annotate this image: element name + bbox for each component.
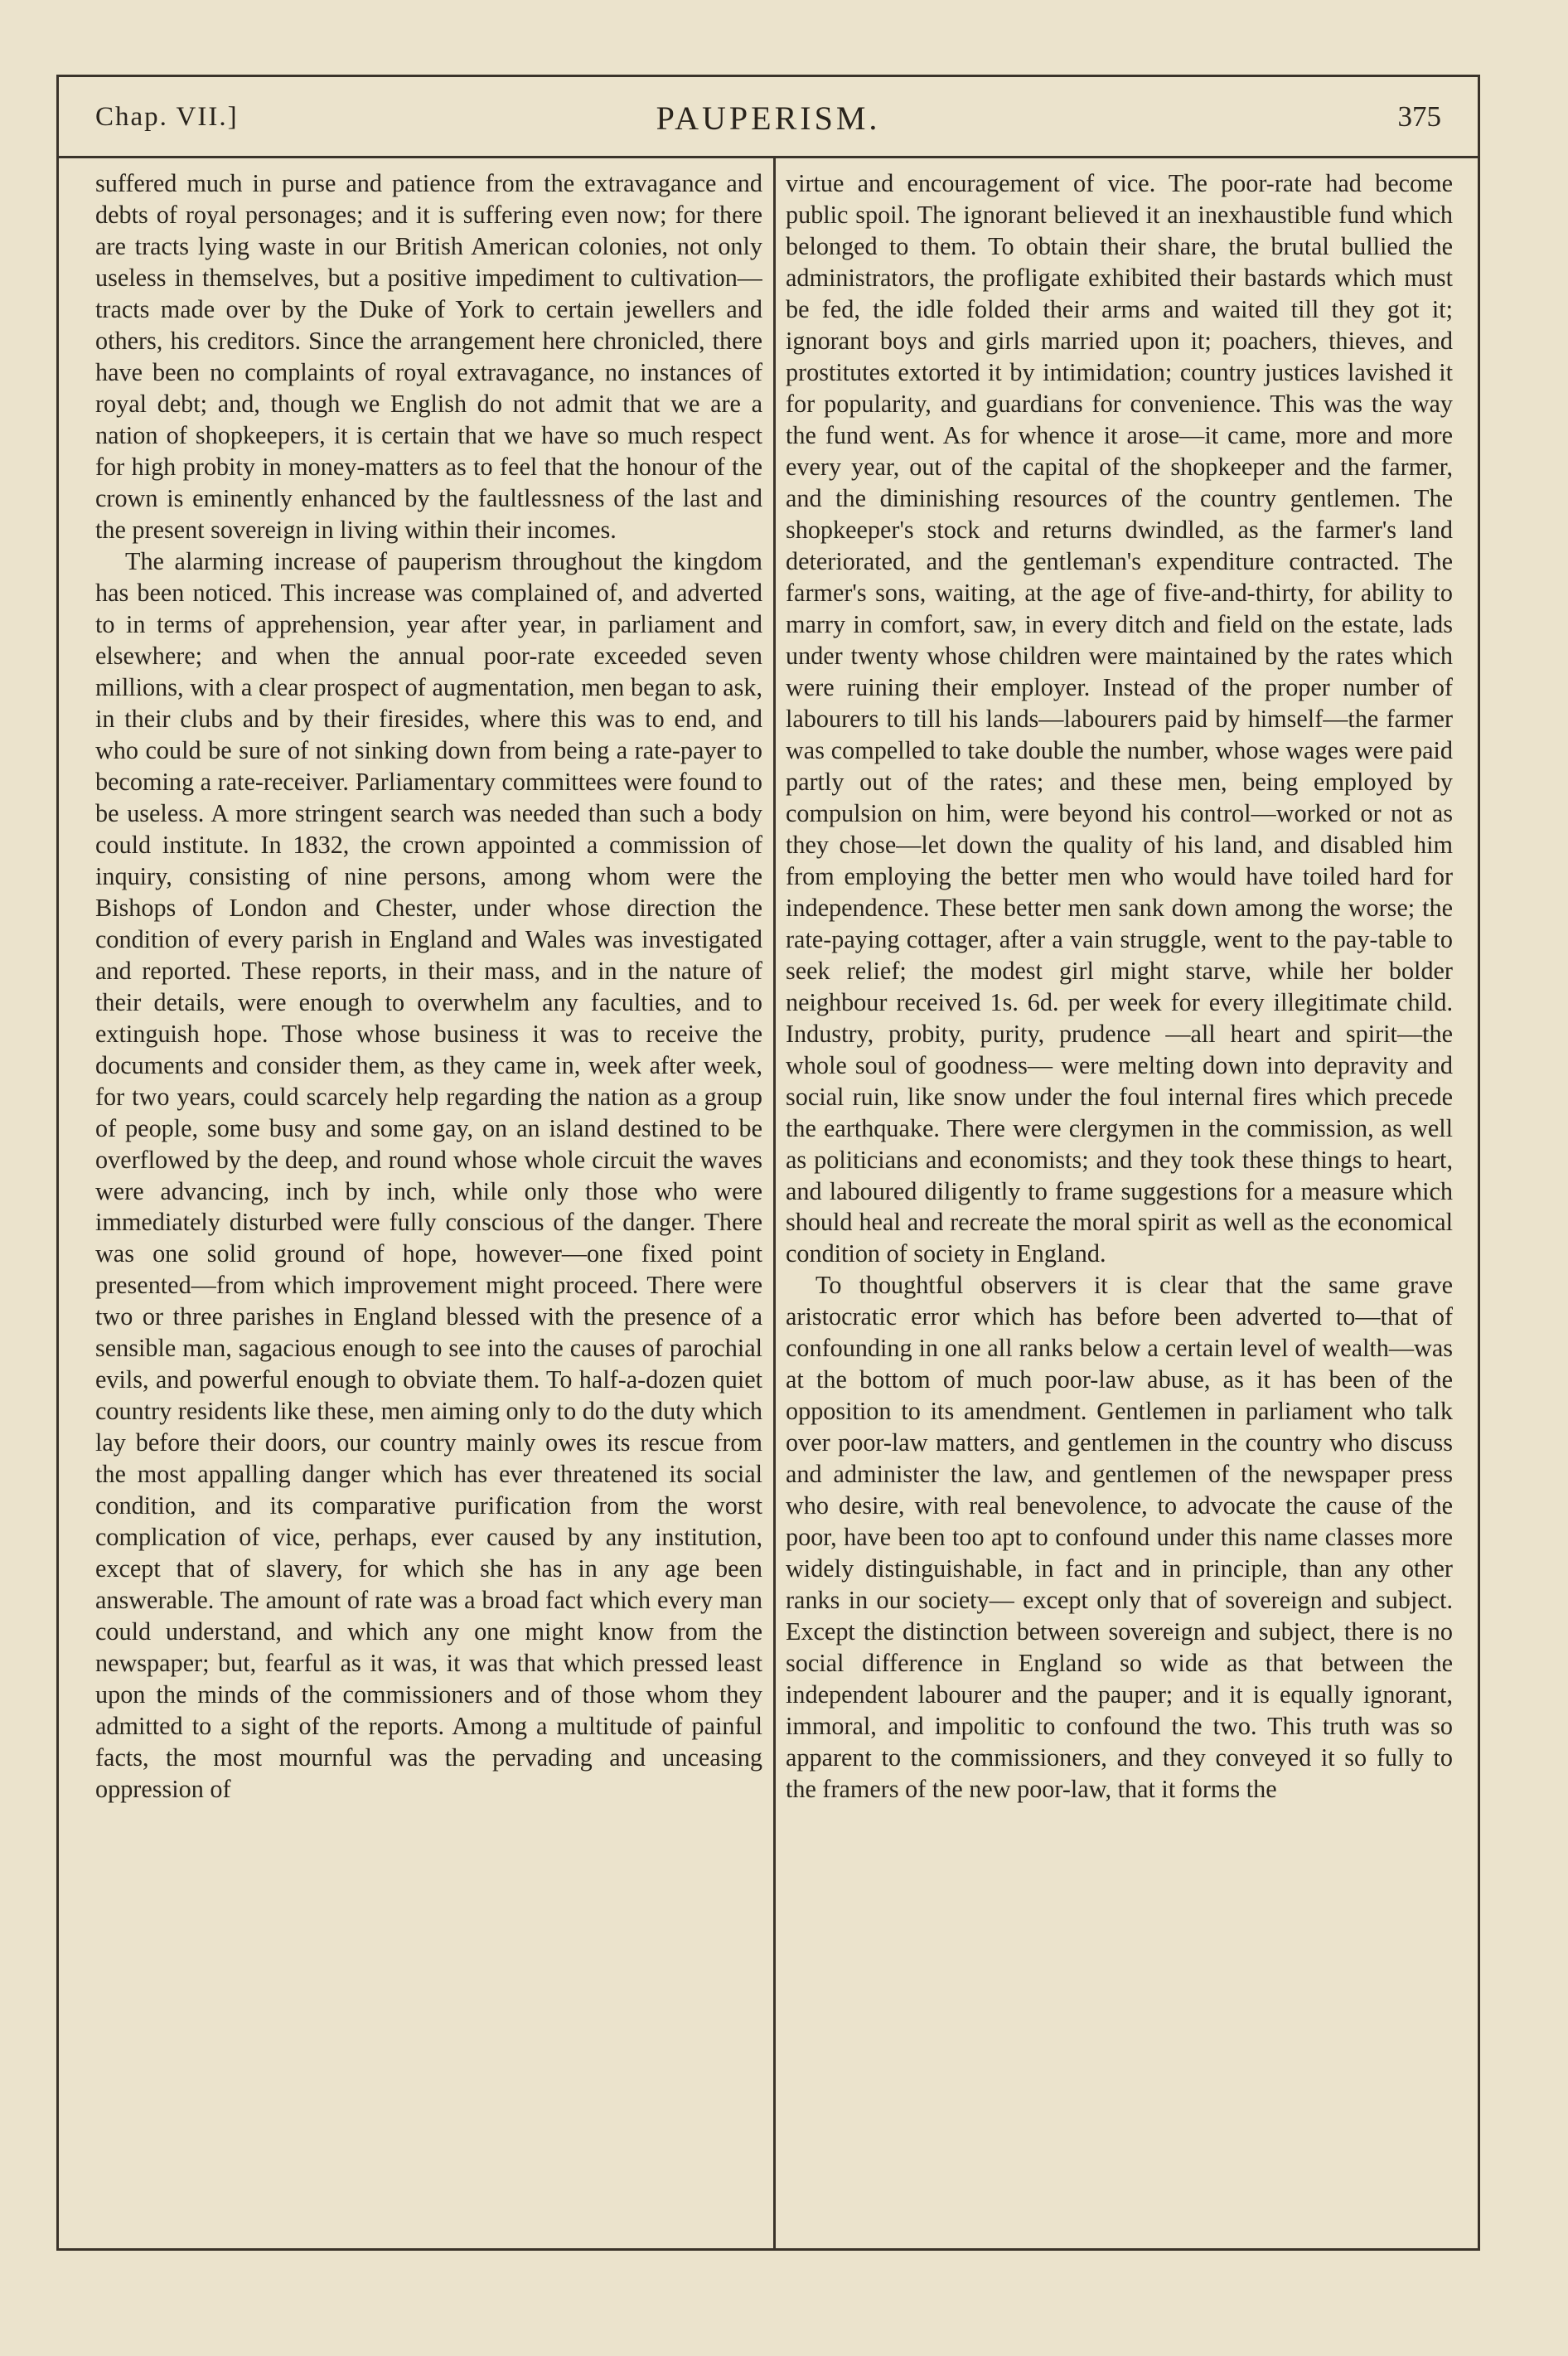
page-number: 375 [1397, 100, 1441, 133]
column-divider [773, 158, 776, 2251]
paragraph: The alarming increase of pauperism throughout the kingdom has been noticed. This increase was complained of, and adverted to in terms of apprehension, year after year, in parliament and elsewhere; and when the annual poor-rate exceeded seven millions, with a clear prospect of augmentation, men began to ask, in their clubs and by their firesides, where this was to end, and who could be sure of not sinking down from being a rate-payer to becoming a rate-receiver. Parliamentary committees were found to be useless. A more stringent search was needed than such a body could institute. In 1832, the crown appointed a commission of inquiry, consisting of nine persons, among whom were the Bishops of London and Chester, under whose direction the condition of every parish in England and Wales was investigated and reported. These reports, in their mass, and in the nature of their details, were enough to overwhelm any faculties, and to extinguish hope. Those whose business it was to receive the documents and consider them, as they came in, week after week, for two years, could scarcely help regarding the nation as a group of people, some busy and some gay, on an island destined to be overflowed by the deep, and round whose whole circuit the waves were advancing, inch by inch, while only those who were immediately disturbed were fully conscious of the danger. There was one solid ground of hope, however—one fixed point presented—from which improvement might proceed. There were two or three parishes in England blessed with the presence of a sensible man, sagacious enough to see into the causes of parochial evils, and powerful enough to obviate them. To half-a-dozen quiet country residents like these, men aiming only to do the duty which lay before their doors, our country mainly owes its rescue from the most appalling danger which has ever threatened its social condition, and its comparative purification from the worst complication of vice, perhaps, ever caused by any institution, except that of slavery, for which she has in any age been answerable. The amount of rate was a broad fact which every man could understand, and which any one might know from the newspaper; but, fearful as it was, it was that which pressed least upon the minds of the commissioners and of those whom they admitted to a sight of the reports. Among a multitude of painful facts, the most mournful was the pervading and unceasing oppression of [95, 546, 762, 1804]
page-title: PAUPERISM. [656, 99, 881, 137]
running-header [59, 77, 1478, 158]
page-frame [56, 75, 1480, 2251]
paragraph: To thoughtful observers it is clear that the same grave aristocratic error which has before been adverted to—that of confounding in one all ranks below a certain level of wealth—was at the bottom of much poor-law abuse, as it has been of the opposition to its amendment. Gentlemen in parliament who talk over poor-law matters, and gentlemen in the country who discuss and administer the law, and gentlemen of the newspaper press who desire, with real benevolence, to advocate the cause of the poor, have been too apt to confound under this name classes more widely distinguishable, in fact and in principle, than any other ranks in our society— except only that of sovereign and subject. Except the distinction between sovereign and subject, there is no social difference in England so wide as that between the independent labourer and the pauper; and it is equally ignorant, immoral, and impolitic to confound the two. This truth was so apparent to the commissioners, and they conveyed it so fully to the framers of the new poor-law, that it forms the [786, 1271, 1453, 1804]
right-column [786, 168, 1453, 2231]
paragraph: suffered much in purse and patience from the extravagance and debts of royal personages; and it is suffering even now; for there are tracts lying waste in our British American colonies, not only useless in themselves, but a positive impediment to cultivation—tracts made over by the Duke of York to certain jewellers and others, his creditors. Since the arrangement here chronicled, there have been no complaints of royal extravagance, no instances of royal debt; and, though we English do not admit that we are a nation of shopkeepers, it is certain that we have so much respect for high probity in money-matters as to feel that the honour of the crown is eminently enhanced by the faultlessness of the last and the present sovereign in living within their incomes. [95, 169, 762, 544]
paragraph: virtue and encouragement of vice. The poor-rate had become public spoil. The ignorant believed it an inexhaustible fund which belonged to them. To obtain their share, the brutal bullied the administrators, the profligate exhibited their bastards which must be fed, the idle folded their arms and waited till they got it; ignorant boys and girls married upon it; poachers, thieves, and prostitutes extorted it by intimidation; country justices lavished it for popularity, and guardians for convenience. This was the way the fund went. As for whence it arose—it came, more and more every year, out of the capital of the shopkeeper and the farmer, and the diminishing resources of the country gentlemen. The shopkeeper's stock and returns dwindled, as the farmer's land deteriorated, and the gentleman's expenditure contracted. The farmer's sons, waiting, at the age of five-and-thirty, for ability to marry in comfort, saw, in every ditch and field on the estate, lads under twenty whose children were maintained by the rates which were ruining their employer. Instead of the proper number of labourers to till his lands—labourers paid by himself—the farmer was compelled to take double the number, whose wages were paid partly out of the rates; and these men, being employed by compulsion on him, were beyond his control—worked or not as they chose—let down the quality of his land, and disabled him from employing the better men who would have toiled hard for independence. These better men sank down among the worse; the rate-paying cottager, after a vain struggle, went to the pay-table to seek relief; the modest girl might starve, while her bolder neighbour received 1s. 6d. per week for every illegitimate child. Industry, probity, purity, prudence —all heart and spirit—the whole soul of goodness— were melting down into depravity and social ruin, like snow under the foul internal fires which precede the earthquake. There were clergymen in the commission, as well as politicians and economists; and they took these things to heart, and laboured diligently to frame suggestions for a measure which should heal and recreate the moral spirit as well as the economical condition of society in England. [786, 169, 1453, 1268]
left-column [95, 168, 762, 2231]
chapter-label: Chap. VII.] [95, 102, 239, 132]
